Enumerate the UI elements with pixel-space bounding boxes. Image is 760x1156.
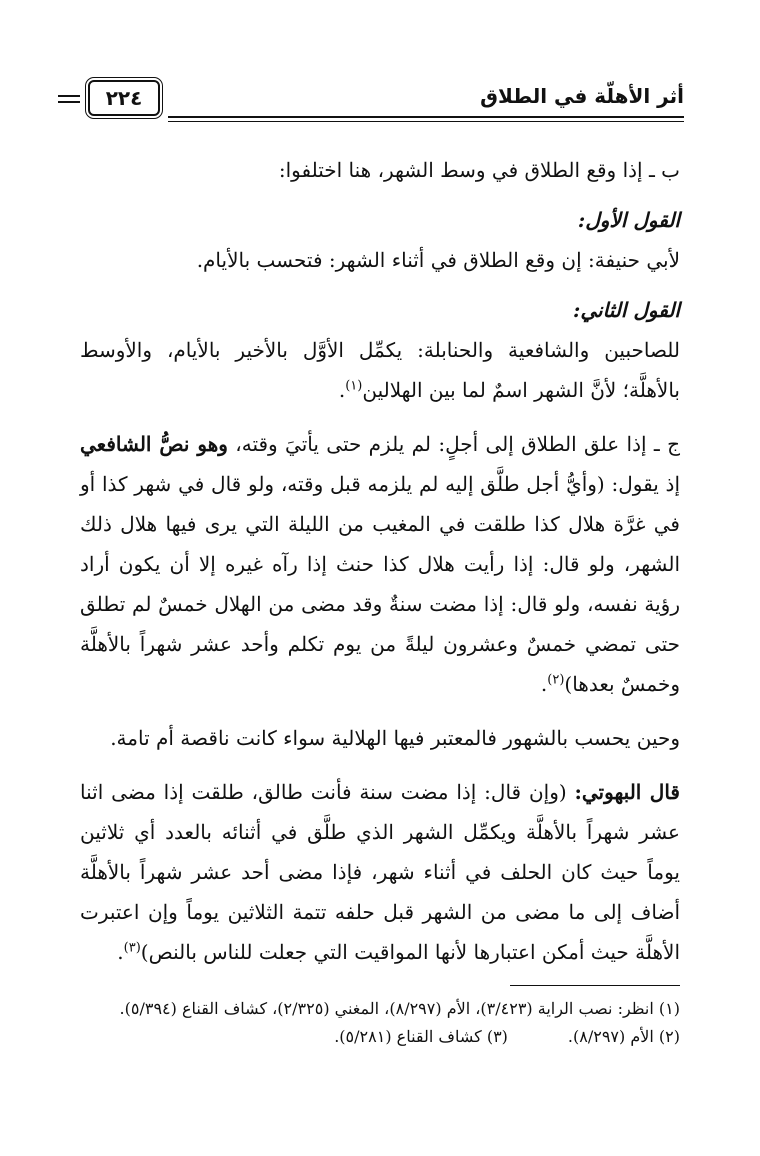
paragraph-end: . xyxy=(540,672,548,696)
footnotes xyxy=(80,995,680,1051)
heading-second-opinion: القول الثاني: xyxy=(573,298,680,322)
paragraph-j xyxy=(80,424,680,704)
paragraph-end: . xyxy=(338,378,346,402)
footnote-1: (١) انظر: نصب الراية (٣/٤٢٣)، الأم (٨/٢٩٧)، المغني (٢/٣٢٥)، كشاف القناع (٥/٣٩٤). xyxy=(119,999,680,1018)
paragraph-text: للصاحبين والشافعية والحنابلة: يكمِّل الأوَّل بالأخير بالأيام، والأوسط بالأهلَّة؛ لأنَّ الشهر اسمٌ لما بين الهلالين xyxy=(80,338,680,402)
running-title: أثر الأهلّة في الطلاق xyxy=(480,84,684,108)
paragraph-abu-hanifa: لأبي حنيفة: إن وقع الطلاق في أثناء الشهر: فتحسب بالأيام. xyxy=(196,248,680,272)
ornament-line xyxy=(58,101,80,103)
paragraph-text: إذ يقول: (وأيُّ أجل طلَّق إليه لم يلزمه قبل وقته، ولو قال في شهر كذا أو في غرَّة هلال كذا طلقت في المغيب من الليلة التي يرى فيها هلال ذلك الشهر، ولو قال: إذا رأيت هلال كذا حنث إذا رآه غيره إلا أن يكون أراد رؤية نفسه، ولو قال: إذا مضت سنةٌ وقد مضى من الهلال خمسٌ لم تطلق حتى تمضي خمسٌ وعشرون ليلةً من يوم تكلم وأحد عشر شهراً بالأهلَّة وخمسٌ بعدها) xyxy=(80,472,680,696)
footnote-ref[interactable]: (٢) xyxy=(547,672,565,688)
bold-phrase: وهو نصُّ الشافعي xyxy=(80,432,228,456)
heading-first-opinion: القول الأول: xyxy=(577,208,680,232)
bold-phrase: قال البهوتي: xyxy=(574,780,680,804)
footnote-ref[interactable]: (٣) xyxy=(123,940,141,956)
header-rule xyxy=(168,116,684,118)
paragraph-second-opinion xyxy=(80,330,680,410)
paragraph-text: ج ـ إذا علق الطلاق إلى أجلٍ: لم يلزم حتى يأتيَ وقته، xyxy=(227,432,680,456)
main-text xyxy=(80,150,680,972)
paragraph-months: وحين يحسب بالشهور فالمعتبر فيها الهلالية سواء كانت ناقصة أم تامة. xyxy=(110,726,680,750)
paragraph-b: ب ـ إذا وقع الطلاق في وسط الشهر، هنا اختلفوا: xyxy=(278,158,680,182)
paragraph-text: (وإن قال: إذا مضت سنة فأنت طالق، طلقت إذا مضى اثنا عشر شهراً بالأهلَّة ويكمِّل الشهر الذي طلَّق في أثنائه بالعدد أي ثلاثين يوماً حيث كان الحلف في أثناء شهر، فإذا مضى أحد عشر شهراً بالأهلَّة أضاف إلى ما مضى من الشهر قبل حلفه تتمة الثلاثين يوماً وإن اعتبرت الأهلَّة حيث أمكن اعتبارها لأنها المواقيت التي جعلت للناس بالنص) xyxy=(80,780,680,964)
footnote-row xyxy=(80,1023,680,1051)
header-rule-thin xyxy=(168,121,684,122)
paragraph-buhuti xyxy=(80,772,680,972)
page-header xyxy=(84,80,684,124)
ornament-line xyxy=(58,95,80,97)
paragraph-end: . xyxy=(117,940,124,964)
footnote-3: (٣) كشاف القناع (٥/٢٨١). xyxy=(334,1027,508,1046)
footnote-ref[interactable]: (١) xyxy=(345,378,363,394)
footnote-2: (٢) الأم (٨/٢٩٧). xyxy=(567,1027,680,1046)
footnote-separator xyxy=(510,985,680,986)
page-number: ٢٢٤ xyxy=(88,80,160,116)
